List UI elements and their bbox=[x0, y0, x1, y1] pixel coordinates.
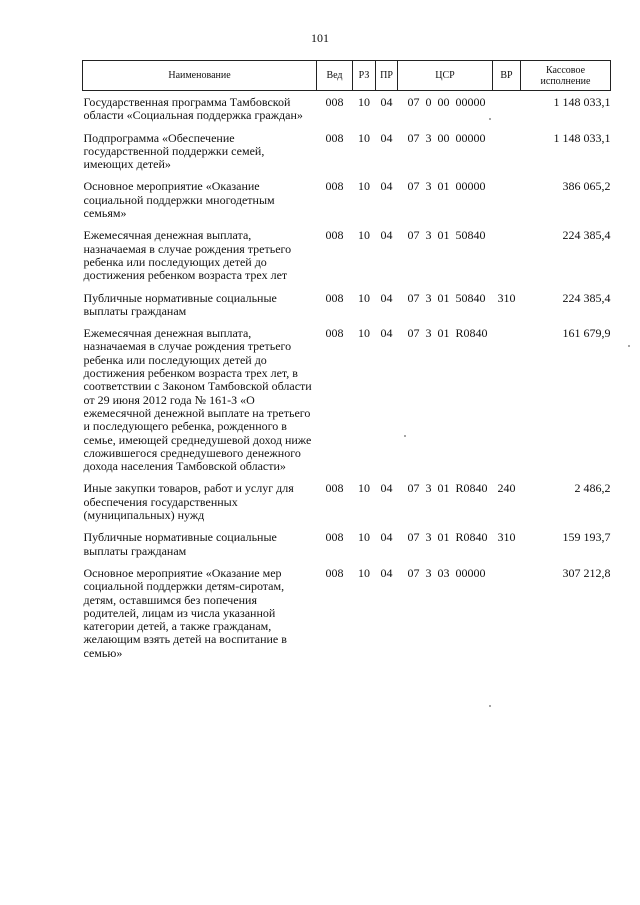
row-amount: 224 385,4 bbox=[562, 290, 611, 305]
row-vr bbox=[493, 175, 521, 224]
scan-speck bbox=[489, 118, 491, 120]
row-rz: 10 bbox=[358, 290, 370, 305]
row-ved: 008 bbox=[325, 530, 344, 545]
row-pr: 04 bbox=[380, 290, 393, 305]
row-rz: 10 bbox=[358, 530, 370, 545]
table-row bbox=[83, 175, 611, 224]
row-ved: 008 bbox=[325, 95, 344, 109]
budget-table bbox=[82, 60, 611, 664]
scan-speck bbox=[628, 345, 630, 347]
row-csr: 07 3 00 00000 bbox=[407, 130, 486, 145]
header-cash-execution bbox=[521, 61, 611, 91]
header-cash-execution-line1: Кассовое bbox=[545, 65, 586, 76]
row-vr bbox=[493, 224, 521, 286]
row-vr bbox=[493, 562, 521, 664]
row-amount: 2 486,2 bbox=[574, 481, 611, 496]
row-vr: 310 bbox=[497, 290, 516, 305]
row-rz: 10 bbox=[358, 95, 370, 109]
row-amount: 1 148 033,1 bbox=[553, 95, 611, 109]
row-name: Государственная программа Тамбовской области «Социальная поддержка граждан» bbox=[83, 95, 303, 123]
row-csr: 07 3 01 00000 bbox=[407, 179, 486, 194]
row-name: Публичные нормативные социальные выплаты гражданам bbox=[83, 530, 277, 558]
row-name: Иные закупки товаров, работ и услуг для обеспечения государственных (муниципальных) нужд bbox=[83, 481, 294, 523]
row-rz: 10 bbox=[358, 481, 370, 496]
table-row bbox=[83, 526, 611, 562]
row-csr: 07 3 01 50840 bbox=[407, 228, 486, 243]
row-vr bbox=[493, 91, 521, 127]
row-rz: 10 bbox=[358, 130, 370, 145]
table-row bbox=[83, 91, 611, 127]
row-vr bbox=[493, 322, 521, 477]
row-ved: 008 bbox=[325, 228, 344, 243]
header-name: Наименование bbox=[83, 61, 317, 91]
row-pr: 04 bbox=[380, 228, 393, 243]
table-row bbox=[83, 224, 611, 286]
row-pr: 04 bbox=[380, 530, 393, 545]
row-csr: 07 3 03 00000 bbox=[407, 565, 486, 580]
header-csr: ЦСР bbox=[398, 61, 493, 91]
row-ved: 008 bbox=[325, 290, 344, 305]
row-name: Подпрограмма «Обеспечение государственной поддержки семей, имеющих детей» bbox=[83, 130, 265, 172]
row-ved: 008 bbox=[325, 481, 344, 496]
row-vr: 310 bbox=[497, 530, 516, 545]
row-csr: 07 3 01 50840 bbox=[407, 290, 486, 305]
table-row bbox=[83, 127, 611, 176]
row-name: Основное мероприятие «Оказание мер социальной поддержки детям-сиротам, детям, оставшимся без попечения родителей, лицам из числа указанной категории детей, а также гражданам, желающим взять детей на воспитание в семью» bbox=[83, 565, 287, 660]
row-name: Ежемесячная денежная выплата, назначаемая в случае рождения третьего ребенка или последующих детей до достижения ребенком возраста трех лет bbox=[83, 228, 292, 283]
header-pr: ПР bbox=[376, 61, 398, 91]
row-ved: 008 bbox=[325, 565, 344, 580]
row-pr: 04 bbox=[380, 481, 393, 496]
page-number: 101 bbox=[311, 31, 329, 45]
row-rz: 10 bbox=[358, 326, 370, 341]
table-row bbox=[83, 322, 611, 477]
row-ved: 008 bbox=[325, 130, 344, 145]
row-csr: 07 3 01 R0840 bbox=[407, 530, 488, 545]
row-amount: 161 679,9 bbox=[562, 326, 611, 341]
row-rz: 10 bbox=[358, 565, 370, 580]
row-amount: 386 065,2 bbox=[562, 179, 611, 194]
header-rz: РЗ bbox=[353, 61, 376, 91]
row-pr: 04 bbox=[380, 179, 393, 194]
row-rz: 10 bbox=[358, 179, 370, 194]
row-pr: 04 bbox=[380, 130, 393, 145]
row-pr: 04 bbox=[380, 565, 393, 580]
row-amount: 307 212,8 bbox=[562, 565, 611, 580]
scan-speck bbox=[404, 435, 406, 437]
header-vr: ВР bbox=[493, 61, 521, 91]
header-ved: Вед bbox=[317, 61, 353, 91]
row-vr: 240 bbox=[497, 481, 516, 496]
row-vr bbox=[493, 127, 521, 176]
table-row bbox=[83, 477, 611, 526]
row-pr: 04 bbox=[380, 95, 393, 109]
table-row bbox=[83, 287, 611, 323]
scan-speck bbox=[489, 705, 491, 707]
row-name: Ежемесячная денежная выплата, назначаемая в случае рождения третьего ребенка или последующих детей до достижения ребенком возраста трех лет, в соответствии с Законом Тамбовской области от 29 июня 2012 года № 161-З «О ежемесячной денежной выплате на третьего и последующего ребенка, рожденного в семье, имеющей среднедушевой доход ниже сложившегося среднедушевого денежного дохода населения Тамбовской области» bbox=[83, 326, 312, 474]
row-csr: 07 3 01 R0840 bbox=[407, 326, 488, 341]
row-amount: 159 193,7 bbox=[562, 530, 611, 545]
row-amount: 1 148 033,1 bbox=[553, 130, 611, 145]
row-ved: 008 bbox=[325, 179, 344, 194]
row-csr: 07 0 00 00000 bbox=[407, 95, 486, 109]
header-cash-execution-line2: исполнение bbox=[540, 76, 591, 87]
table-header bbox=[83, 61, 611, 91]
row-pr: 04 bbox=[380, 326, 393, 341]
table-row bbox=[83, 562, 611, 664]
row-name: Основное мероприятие «Оказание социальной поддержки многодетным семьям» bbox=[83, 179, 275, 221]
row-amount: 224 385,4 bbox=[562, 228, 611, 243]
row-name: Публичные нормативные социальные выплаты гражданам bbox=[83, 290, 277, 318]
row-csr: 07 3 01 R0840 bbox=[407, 481, 488, 496]
row-rz: 10 bbox=[358, 228, 370, 243]
row-ved: 008 bbox=[325, 326, 344, 341]
